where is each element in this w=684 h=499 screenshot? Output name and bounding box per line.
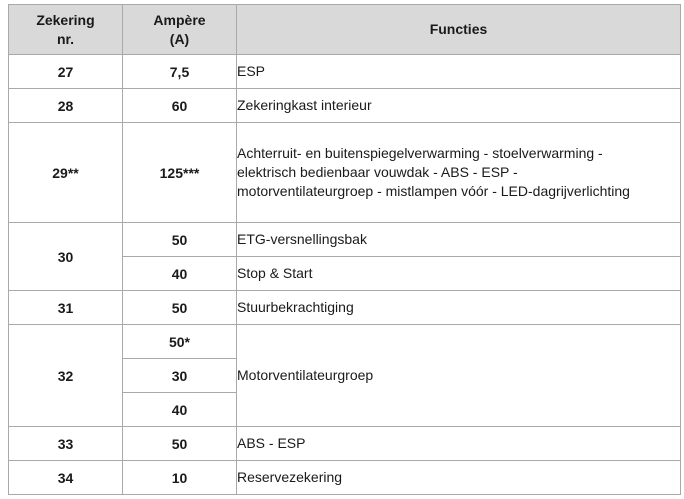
fuse-number: 31: [9, 291, 123, 325]
table-row: [9, 427, 681, 461]
fuse-ampere: 10: [123, 461, 237, 495]
table-row: [9, 461, 681, 495]
fuse-number: 34: [9, 461, 123, 495]
fuse-ampere: 125***: [123, 123, 237, 223]
fuse-function: Stop & Start: [237, 257, 681, 291]
fuse-number: 33: [9, 427, 123, 461]
header-row: [9, 5, 681, 55]
fuse-function: ESP: [237, 55, 681, 89]
fuse-ampere: 50: [123, 223, 237, 257]
fuse-ampere: 30: [123, 359, 237, 393]
fuse-number: 27: [9, 55, 123, 89]
fuse-table: [8, 4, 681, 495]
fuse-ampere: 7,5: [123, 55, 237, 89]
fuse-number: 32: [9, 325, 123, 427]
table-row: [9, 123, 681, 223]
fuse-number: 29**: [9, 123, 123, 223]
fuse-ampere: 40: [123, 257, 237, 291]
fuse-function: Reservezekering: [237, 461, 681, 495]
fuse-function: Achterruit- en buitenspiegelverwarming - stoelverwarming - elektrisch bedienbaar vouwdak - ABS - ESP - motorventilateurgroep - mistlampen vóór - LED-dagrijverlichting: [237, 123, 681, 223]
fuse-number: 28: [9, 89, 123, 123]
table-row: [9, 55, 681, 89]
fuse-function: Stuurbekrachtiging: [237, 291, 681, 325]
fuse-ampere: 50: [123, 427, 237, 461]
header-fuse-number: Zekering nr.: [9, 5, 123, 55]
header-functions: Functies: [237, 5, 681, 55]
fuse-function: ETG-versnellingsbak: [237, 223, 681, 257]
table-row: [9, 325, 681, 359]
fuse-function: Motorventilateurgroep: [237, 325, 681, 427]
fuse-ampere: 50: [123, 291, 237, 325]
fuse-ampere: 50*: [123, 325, 237, 359]
header-ampere: Ampère (A): [123, 5, 237, 55]
fuse-ampere: 40: [123, 393, 237, 427]
table-row: [9, 89, 681, 123]
fuse-number: 30: [9, 223, 123, 291]
table-row: [9, 223, 681, 257]
fuse-ampere: 60: [123, 89, 237, 123]
fuse-function: ABS - ESP: [237, 427, 681, 461]
table-row: [9, 291, 681, 325]
fuse-function: Zekeringkast interieur: [237, 89, 681, 123]
